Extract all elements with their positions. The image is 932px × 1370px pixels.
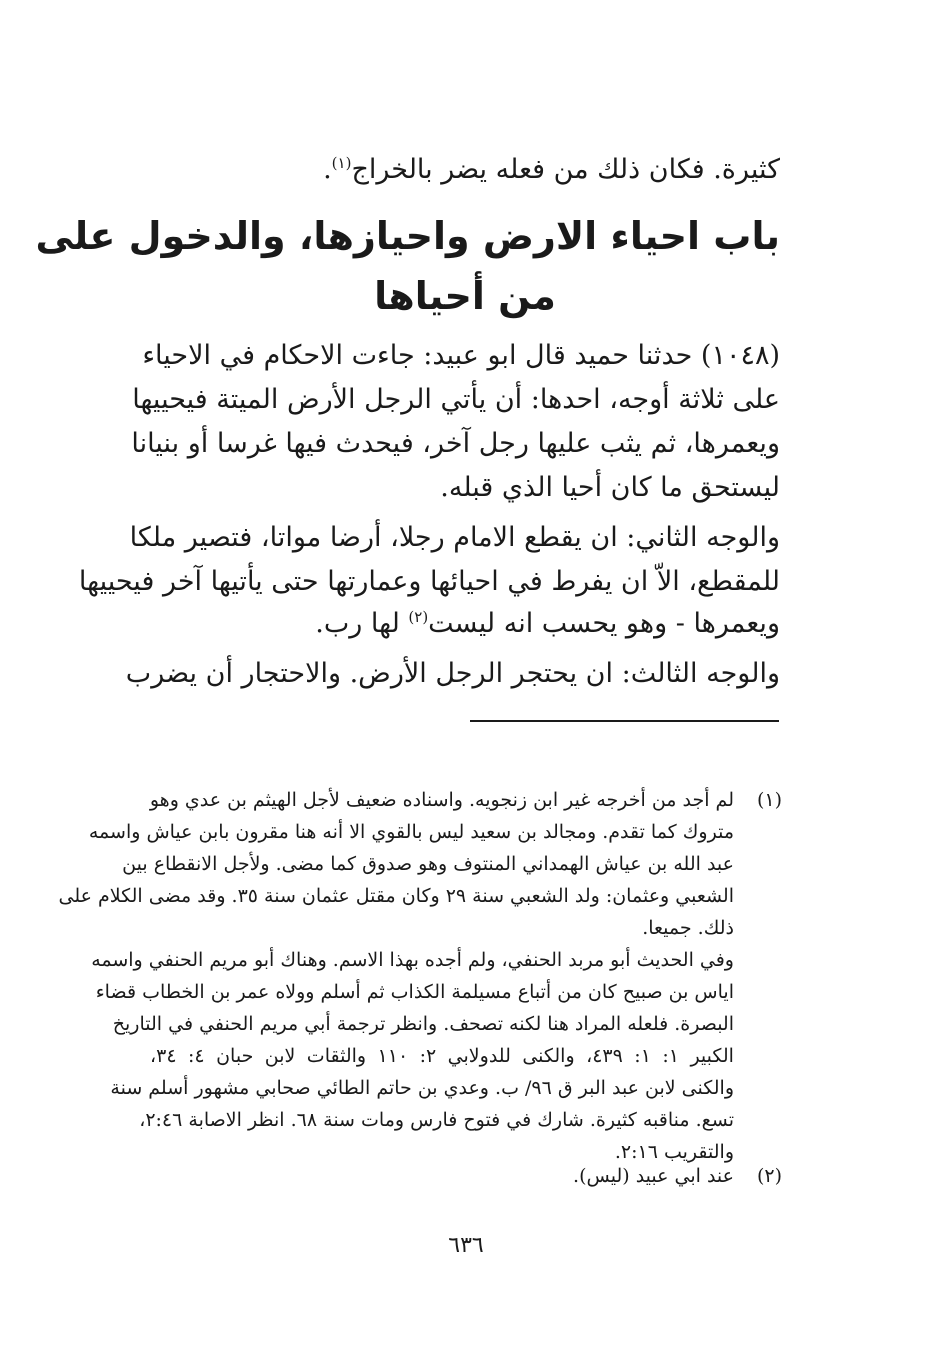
chapter-heading-line-2: من أحياها bbox=[374, 274, 556, 318]
hadith-line-4: ليستحق ما كان أحيا الذي قبله. bbox=[440, 472, 780, 503]
footnote-1-line: ذلك. جميعا. bbox=[642, 917, 734, 939]
second-way-line-1: والوجه الثاني: ان يقطع الامام رجلا، أرضا مواتا، فتصير ملكا bbox=[129, 522, 780, 553]
footnote-separator bbox=[470, 720, 779, 722]
footnote-1-line: والكنى لابن عبد البر ق ٩٦/ ب. وعدي بن حاتم الطائي صحابي مشهور أسلم سنة bbox=[110, 1077, 734, 1099]
second-way-text: ويعمرها - وهو يحسب انه ليست bbox=[428, 608, 780, 639]
third-way-line: والوجه الثالث: ان يحتجر الرجل الأرض. والاحتجار أن يضرب bbox=[125, 658, 780, 689]
footnote-1-line: وفي الحديث أبو مربد الحنفي، ولم أجده بهذا الاسم. وهناك أبو مريم الحنفي واسمه bbox=[91, 949, 734, 971]
footnote-2-line: عند ابي عبيد (ليس). bbox=[573, 1165, 734, 1187]
hadith-line-2: على ثلاثة أوجه، احدها: أن يأتي الرجل الأرض الميتة فيحييها bbox=[132, 384, 780, 415]
hadith-line-1: (١٠٤٨) حدثنا حميد قال ابو عبيد: جاءت الاحكام في الاحياء bbox=[142, 340, 780, 371]
footnote-1-line: والتقريب ٢:١٦. bbox=[614, 1141, 734, 1163]
footnote-1-line: لم أجد من أخرجه غير ابن زنجويه. واسناده ضعيف لأجل الهيثم بن عدي وهو bbox=[149, 789, 734, 811]
intro-text: كثيرة. فكان ذلك من فعله يضر بالخراج bbox=[351, 154, 780, 185]
footnote-1-line: الشعبي وعثمان: ولد الشعبي سنة ٢٩ وكان مقتل عثمان سنة ٣٥. وقد مضى الكلام على bbox=[58, 885, 734, 907]
second-way-line-2: للمقطع، الاّ ان يفرط في احيائها وعمارتها حتى يأتيها آخر فيحييها bbox=[78, 566, 780, 597]
footnote-1-line: البصرة. فلعله المراد هنا لكنه تصحف. وانظر ترجمة أبي مريم الحنفي في التاريخ bbox=[112, 1013, 734, 1035]
second-way-end: لها رب. bbox=[315, 608, 409, 639]
intro-line bbox=[150, 150, 780, 190]
footnote-ref-1: (١) bbox=[331, 154, 352, 172]
footnote-number-1: (١) bbox=[756, 789, 782, 811]
footnote-1-line: عبد الله بن عياش الهمداني المنتوف وهو صدوق كما مضى. ولأجل الانقطاع بين bbox=[122, 853, 734, 875]
footnote-1-line: اياس بن صبيح كان من أتباع مسيلمة الكذاب ثم أسلم وولاه عمر بن الخطاب قضاء bbox=[95, 981, 734, 1003]
footnote-1-line: تسع. مناقبه كثيرة. شارك في فتوح فارس ومات سنة ٦٨. انظر الاصابة ٢:٤٦، bbox=[139, 1109, 734, 1131]
page-number: ٦٣٦ bbox=[448, 1233, 484, 1258]
footnote-ref-2: (٢) bbox=[408, 608, 429, 626]
footnote-number-2: (٢) bbox=[756, 1165, 782, 1187]
second-way-line-3 bbox=[150, 604, 780, 644]
intro-end: . bbox=[323, 154, 332, 185]
hadith-line-3: ويعمرها، ثم يثب عليها رجل آخر، فيحدث فيها غرسا أو بنيانا bbox=[131, 428, 780, 459]
footnote-1-line: الكبير ١: ١: ٤٣٩، والكنى للدولابي ٢: ١١٠ والثقات لابن حبان ٤: ٣٤، bbox=[150, 1045, 734, 1067]
chapter-heading-line-1: باب احياء الارض واحيازها، والدخول على bbox=[35, 214, 780, 258]
footnote-1-line: متروك كما تقدم. ومجالد بن سعيد ليس بالقوي الا أنه هنا مقرون بابن عياش واسمه bbox=[88, 821, 734, 843]
